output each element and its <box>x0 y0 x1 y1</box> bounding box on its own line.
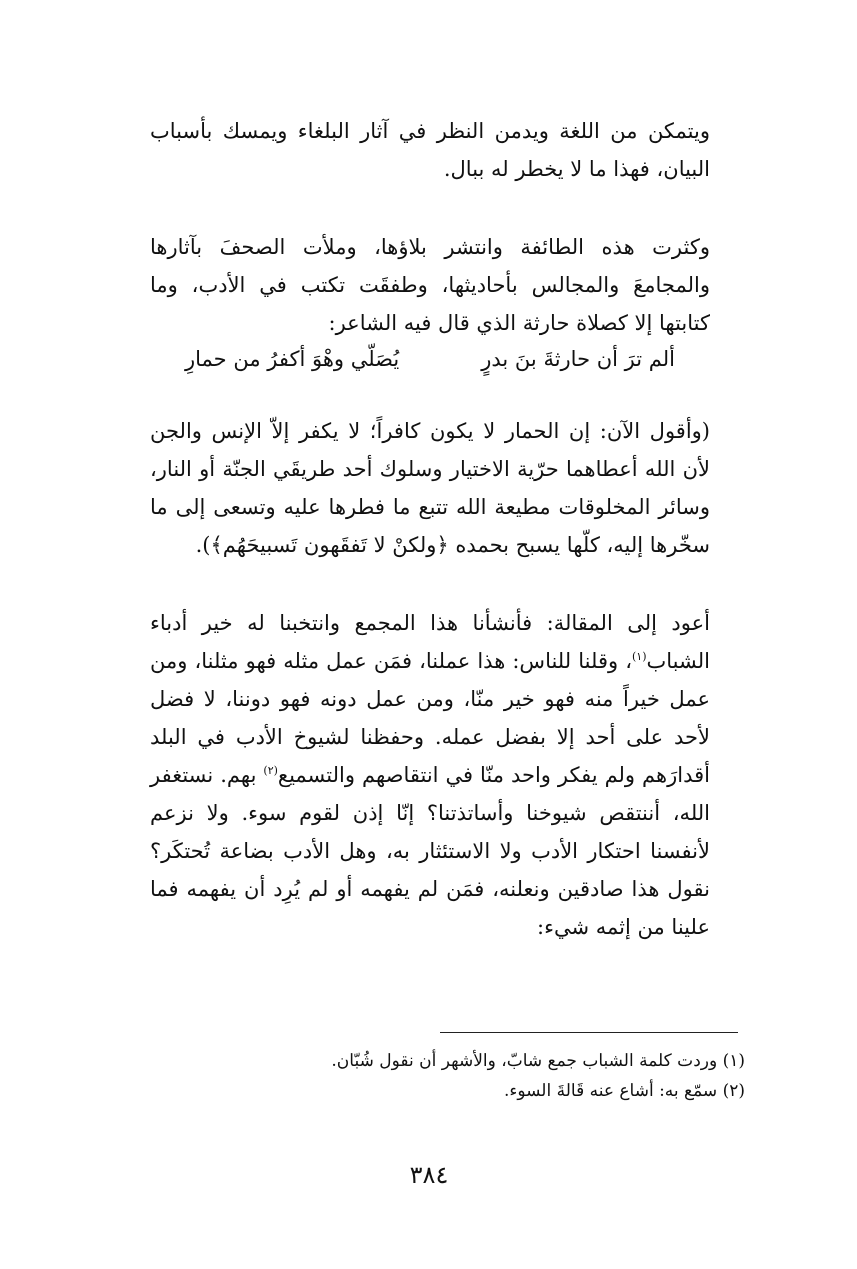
page-number: ٣٨٤ <box>409 1161 449 1189</box>
footnote-divider <box>440 1032 738 1033</box>
paragraph-3: (وأقول الآن: إن الحمار لا يكون كافراً؛ لا يكفر إلاّ الإنس والجن لأن الله أعطاهما حرّية الاختيار وسلوك أحد طريقَي الجنّة أو النار، وسائر المخلوقات مطيعة الله تتبع ما فطرها عليه وتسعى إلى ما سخّرها إليه، كلّها يسبح بحمده ﴿ولكنْ لا تَفقَهون تَسبيحَهُم﴾). <box>150 419 710 557</box>
paragraph-2: وكثرت هذه الطائفة وانتشر بلاؤها، وملأت الصحفَ بآثارها والمجامعَ والمجالس بأحاديثها، وطفقَت تكتب في الأدب، وما كتابتها إلا كصلاة حارثة الذي قال فيه الشاعر: <box>150 235 710 335</box>
footnote-1: (١) وردت كلمة الشباب جمع شابّ، والأشهر أن نقول شُبّان. <box>331 1051 745 1071</box>
footnote-2: (٢) سمّع به: أشاع عنه قَالةَ السوء. <box>503 1081 745 1101</box>
paragraph-4-part-1: أعود إلى المقالة: فأنشأنا هذا المجمع وانتخبنا له خير أدباء الشباب <box>150 611 710 673</box>
paragraph-4 <box>150 604 710 946</box>
verse-first-hemistich: ألم ترَ أن حارثةَ بنَ بدرٍ <box>481 347 675 371</box>
paragraph-1: ويتمكن من اللغة ويدمن النظر في آثار البلغاء ويمسك بأسباب البيان، فهذا ما لا يخطر له ببال. <box>150 119 710 181</box>
verse-second-hemistich: يُصَلّي وهْوَ أكفرُ من حمارِ <box>185 347 400 371</box>
footnote-marker-2: (٢) <box>263 764 278 777</box>
footnote-marker-1: (١) <box>632 650 647 663</box>
paragraph-4-part-3: بهم. نستغفر الله، أننتقص شيوخنا وأساتذتنا؟ إنّا إذن لقوم سوء. ولا نزعم لأنفسنا احتكار الأدب ولا الاستئثار به، وهل الأدب بضاعة تُحتكَر؟ نقول هذا صادقين ونعلنه، فمَن لم يفهمه أو لم يُرِد أن يفهمه فما علينا من إثمه شيء: <box>150 763 710 939</box>
paragraph-4-part-2: ، وقلنا للناس: هذا عملنا، فمَن عمل مثله فهو مثلنا، ومن عمل خيراً منه فهو خير منّا، ومن عمل دونه فهو دوننا، لا فضل لأحد على أحد إلا بفضل عمله. وحفظنا لشيوخ الأدب في البلد أقدارَهم ولم يفكر واحد منّا في انتقاصهم والتسميع <box>150 649 710 787</box>
footnotes <box>200 1046 745 1106</box>
poetry-verse <box>185 340 675 378</box>
